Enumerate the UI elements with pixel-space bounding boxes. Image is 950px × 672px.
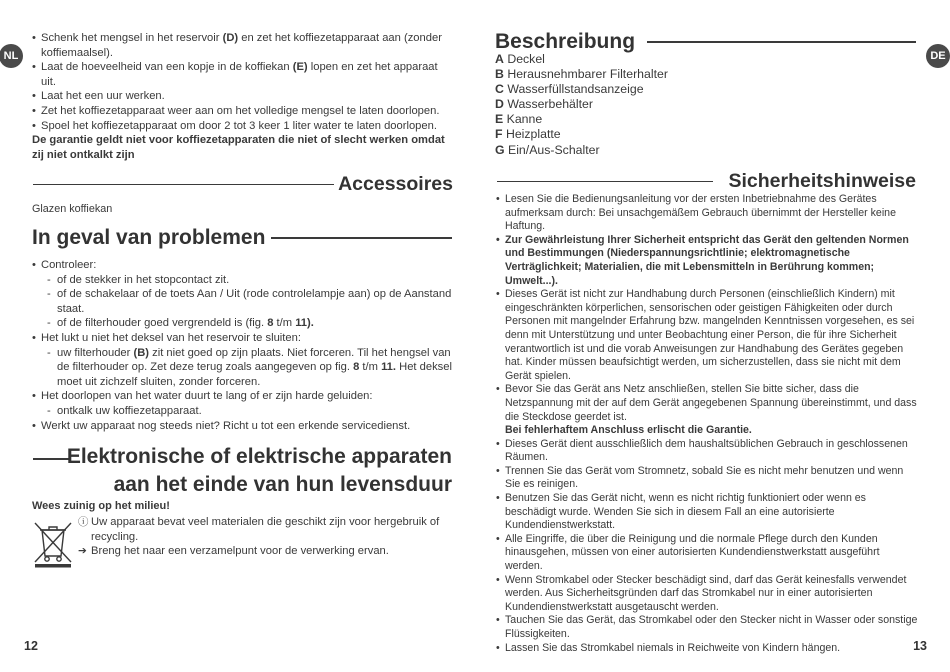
accessories-text: Glazen koffiekan [32, 203, 113, 215]
safety-bullet: • Bevor Sie das Gerät ans Netz anschließen, stellen Sie bitte sicher, dass die Netzspannung mit der auf dem Gerät angegebenen Spannung übereinstimmt, und dass die Steckdose geerdet ist. Bei fehlerhaftem Anschluss erlischt die Garantie. [496, 383, 918, 437]
descaling-bullet: • Schenk het mengsel in het reservoir (D) en zet het koffiezetapparaat aan (zonder koffiemaalsel). [32, 31, 452, 60]
part-item: C Wasserfüllstandsanzeige [495, 82, 644, 97]
part-item: F Heizplatte [495, 127, 561, 142]
recycle-info-line: ⓘ Uw apparaat bevat veel materialen die geschikt zijn voor hergebruik of recycling. [78, 516, 440, 543]
eco-instructions [78, 515, 454, 559]
safety-heading-row [497, 170, 916, 193]
safety-bullet: • Lesen Sie die Bedienungsanleitung vor der ersten Inbetriebnahme des Gerätes aufmerksam durch: Bei unsachgemäßem Gebrauch übernimmt der Hersteller keine Haftung. [496, 193, 918, 234]
check-item: - of de filterhouder goed vergrendeld is (fig. 8 t/m 11). [41, 316, 452, 331]
descaling-instructions [32, 31, 452, 162]
part-item: A Deckel [495, 52, 545, 66]
language-tab-nl: NL [0, 44, 23, 68]
troubleshooting-list [32, 258, 452, 433]
right-page-de [475, 0, 950, 672]
check-item: - of de schakelaar of de toets Aan / Uit (rode controlelampje aan) op de Aanstand staat. [41, 287, 452, 316]
lid-bullet: • Het lukt u niet het deksel van het reservoir te sluiten: - uw filterhouder (B) zit niet goed op zijn plaats. Niet forceren. Til het hengsel van de filterhouder op. Zet deze terug zoals aangegeven op fig. 8 t/m 11. Het deksel moet uit zichzelf sluiten, zonder forceren. [32, 331, 452, 389]
page-number-left: 12 [24, 639, 38, 653]
noise-bullet: • Het doorlopen van het water duurt te lang of er zijn harde geluiden: - ontkalk uw koffiezetapparaat. [32, 389, 452, 418]
part-item: E Kanne [495, 112, 543, 127]
problems-heading: In geval van problemen [32, 226, 266, 249]
safety-bullet-standards: • Zur Gewährleistung Ihrer Sicherheit entspricht das Gerät den geltenden Normen und Bestimmungen (Niederspannungsrichtlinie; elektromagnetische Verträglichkeit; Materialien, die mit Lebensmitteln in Berührung kommen; Umwelt...). [496, 234, 918, 288]
language-tab-de: DE [926, 44, 950, 68]
parts-list [495, 52, 668, 158]
accessories-heading-row [33, 173, 453, 196]
accessories-heading: Accessoires [338, 173, 453, 195]
page-number-right: 13 [913, 639, 927, 653]
safety-bullet: • Benutzen Sie das Gerät nicht, wenn es nicht richtig funktioniert oder wenn es beschädigt wurde. Wenden Sie sich in diesem Fall an eine autorisierte Kundendienstwerkstatt. [496, 492, 918, 533]
part-item: G Ein/Aus-Schalter [495, 142, 600, 157]
safety-bullet: • Alle Eingriffe, die über die Reinigung und die normale Pflege durch den Kunden hinausgehen, müssen von einer autorisierten Kundendienstwerkstatt ausgeführt werden. [496, 533, 918, 574]
safety-bullet: • Trennen Sie das Gerät vom Stromnetz, sobald Sie es nicht mehr benutzen und wenn Sie es reinigen. [496, 465, 918, 492]
description-heading: Beschreibung [495, 30, 636, 53]
safety-bullet: • Wenn Stromkabel oder Stecker beschädigt sind, darf das Gerät keinesfalls verwendet werden. Aus Sicherheitsgründen darf das Stromkabel nur in einer autorisierten Kundendienstwerkstatt ausgetauscht werden. [496, 574, 918, 615]
heading-rule [497, 181, 713, 183]
heading-rule [33, 184, 334, 186]
weee-bin-icon [31, 518, 75, 568]
check-bullet: • Controleer: - of de stekker in het stopcontact zit. - of de schakelaar of de toets Aan / Uit (rode controlelampje aan) op de Aanstand staat. - of de filterhouder goed vergrendeld is (fig. 8 t/m 11). [32, 258, 452, 331]
heading-rule [647, 41, 916, 43]
part-item: B Herausnehmbarer Filterhalter [495, 67, 668, 82]
safety-instructions [496, 193, 918, 655]
heading-rule [271, 237, 452, 239]
safety-bullet: • Tauchen Sie das Gerät, das Stromkabel oder den Stecker nicht in Wasser oder sonstige Flüssigkeiten. [496, 614, 918, 641]
collection-point-line: ➔ Breng het naar een verzamelpunt voor de verwerking ervan. [78, 545, 389, 558]
part-item: D Wasserbehälter [495, 97, 593, 112]
problems-heading-row [32, 226, 452, 250]
safety-bullet: • Dieses Gerät dient ausschließlich dem haushaltsüblichen Gebrauch in geschlossenen Räumen. [496, 438, 918, 465]
check-item: - of de stekker in het stopcontact zit. [41, 273, 452, 288]
service-bullet: • Werkt uw apparaat nog steeds niet? Richt u tot een erkende servicedienst. [32, 419, 452, 434]
descaling-bullet: • Spoel het koffiezetapparaat om door 2 tot 3 keer 1 liter water te laten doorlopen. [32, 119, 452, 134]
earth-warning: Bei fehlerhaftem Anschluss erlischt die Garantie. [505, 424, 752, 437]
warranty-note: De garantie geldt niet voor koffiezetapparaten die niet of slecht werken omdat zij niet ontkalkt zijn [32, 134, 445, 161]
noise-item: - ontkalk uw koffiezetapparaat. [41, 404, 452, 419]
info-icon: ⓘ [78, 516, 89, 528]
safety-heading: Sicherheitshinweise [728, 170, 916, 192]
eco-title: Wees zuinig op het milieu! [32, 500, 170, 512]
description-heading-row [495, 30, 916, 54]
electronic-disposal-heading: Elektronische of elektrische apparaten aan het einde van hun levensduur [66, 445, 452, 496]
descaling-bullet: • Zet het koffiezetapparaat weer aan om het volledige mengsel te laten doorlopen. [32, 104, 452, 119]
descaling-bullet: • Laat de hoeveelheid van een kopje in de koffiekan (E) lopen en zet het apparaat uit. [32, 60, 452, 89]
descaling-bullet: • Laat het een uur werken. [32, 89, 452, 104]
lid-item: - uw filterhouder (B) zit niet goed op zijn plaats. Niet forceren. Til het hengsel van de filterhouder op. Zet deze terug zoals aangegeven op fig. 8 t/m 11. Het deksel moet uit zichzelf sluiten, zonder forceren. [41, 346, 452, 390]
arrow-right-icon: ➔ [78, 545, 87, 558]
safety-bullet: • Lassen Sie das Stromkabel niemals in Reichweite von Kindern hängen. [496, 642, 918, 656]
safety-bullet: • Dieses Gerät ist nicht zur Handhabung durch Personen (einschließlich Kindern) mit eingeschränkten körperlichen, sensorischen oder geistigen Fähigkeiten oder durch Personen mit mangelnder Erfahrung bzw. mangelnden Kenntnissen vorgesehen, es sei denn mit Unterstützung und unter Beobachtung einer Person, die für ihre Sicherheit verantwortlich ist und die vorab Anweisungen zur Handhabung des Gerätes gegeben hat. Kinder müssen beaufsichtigt werden, um sicherzustellen, dass sie nicht mit dem Gerät spielen. [496, 288, 918, 383]
